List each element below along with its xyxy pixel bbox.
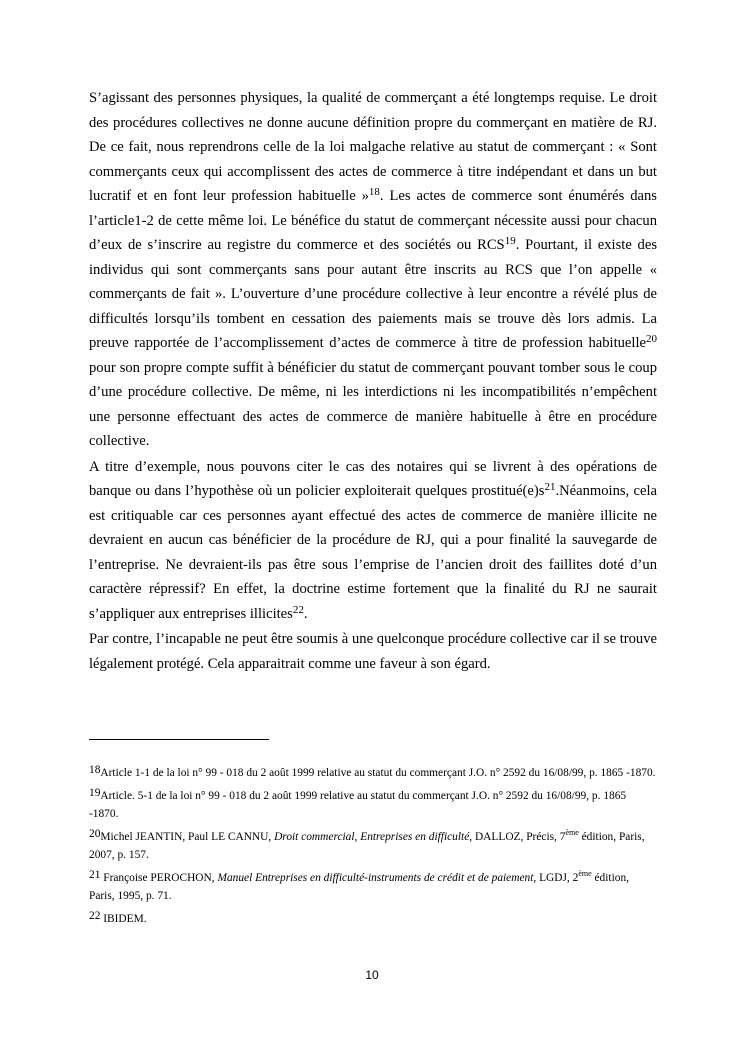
paragraph-3: Par contre, l’incapable ne peut être soumis à une quelconque procédure collective car il se trouve légalement protégé. Cela apparaitrait comme une faveur à son égard. bbox=[89, 631, 657, 672]
footnote-number: 22 bbox=[89, 910, 101, 922]
footnote-title: Manuel Entreprises en difficulté-instruments de crédit et de paiement bbox=[217, 872, 534, 884]
footnote-ref-19[interactable]: 19 bbox=[504, 235, 516, 247]
paragraph-1 bbox=[89, 86, 657, 454]
footnote-details: édition, Paris, 2007, p. 157. bbox=[89, 831, 645, 861]
paragraph-2-text-c: . bbox=[303, 605, 308, 622]
footnote-text: Article 1-1 de la loi n° 99 - 018 du 2 août 1999 relative au statut du commerçant J.O. n° 2592 du 16/08/99, p. 1865 -1870. bbox=[100, 767, 656, 779]
paragraph-2-text-b: .Néanmoins, cela est critiquable car ces personnes ayant effectué des actes de commerce de manière illicite ne devraient en aucun cas bénéficier de la procédure de RJ, qui a pour finalité la sauvegarde de l’entreprise. Ne devraient-ils pas être sous l’emprise de l’ancien droit des faillites doté d’un caractère répressif? En effet, la doctrine estime fortement que la finalité du RJ ne saurait s’appliquer aux entreprises illicites bbox=[89, 483, 658, 622]
footnote-text: Article. 5-1 de la loi n° 99 - 018 du 2 août 1999 relative au statut du commerçant J.O. n° 2592 du 16/08/99, p. 1865 -1870. bbox=[89, 790, 627, 820]
paragraph-2-text-a: A titre d’exemple, nous pouvons citer le cas des notaires qui se livrent à des opérations de banque ou dans l’hypothèse où un policier exploiterait quelques prostitué(e)s bbox=[89, 458, 657, 499]
paragraph-1-text-a: S’agissant des personnes physiques, la qualité de commerçant a été longtemps requise. Le droit des procédures collectives ne donne aucune définition propre du commerçant en matière de RJ. De ce fait, nous reprendrons celle de la loi malgache relative au statut de commerçant : « Sont commerçants ceux qui accomplissent des actes de commerce à titre indépendant et dans un but lucratif et en font leur profession habituelle » bbox=[89, 90, 657, 204]
footnote-text: IBIDEM. bbox=[100, 913, 147, 925]
paragraph-1-text-d: pour son propre compte suffit à bénéficier du statut de commerçant pouvant tomber sous le coup d’une procédure collective. De même, ni les interdictions ni les incompatibilités n’empêchent une personne effectuant des actes de commerce de manière habituelle à être en procédure collective. bbox=[89, 359, 657, 449]
paragraph-1-text-c: . Pourtant, il existe des individus qui sont commerçants sans pour autant être inscrits au RCS que l’on appelle « commerçants de fait ». L’ouverture d’une procédure collective à leur encontre a révélé plus de difficultés lorsqu’ils tombent en cessation des paiements mais se trouve dès lors admis. La preuve rapportée de l’accomplissement d’actes de commerce à titre de profession habituelle bbox=[89, 237, 657, 351]
footnotes bbox=[89, 764, 657, 933]
footnote-publisher: , DALLOZ, Précis, 7 bbox=[469, 831, 566, 843]
footnote-edition-suffix: ème bbox=[578, 869, 592, 878]
paragraph-2 bbox=[89, 455, 657, 627]
footnote-ref-21[interactable]: 21 bbox=[544, 481, 556, 493]
footnote-number: 20 bbox=[89, 828, 101, 840]
paragraph-1-text-b: . Les actes de commerce sont énumérés dans l’article1-2 de cette même loi. Le bénéfice du statut de commerçant nécessite aussi pour chacun d’eux de s’inscrire au registre du commerce et des sociétés ou RCS bbox=[89, 188, 657, 253]
footnote-details: édition, Paris, 1995, p. 71. bbox=[89, 872, 629, 902]
footnote-ref-22[interactable]: 22 bbox=[292, 603, 304, 616]
footnote-20 bbox=[89, 828, 657, 864]
footnote-publisher: , LGDJ, 2 bbox=[533, 872, 579, 884]
footnote-21 bbox=[89, 869, 657, 905]
footnote-ref-20[interactable]: 20 bbox=[646, 333, 657, 345]
page-number: 10 bbox=[365, 968, 379, 982]
footnote-number: 18 bbox=[89, 764, 101, 776]
footnote-author: Françoise PEROCHON, bbox=[100, 872, 218, 884]
footnote-edition-suffix: ème bbox=[565, 828, 579, 837]
body-text bbox=[89, 86, 657, 677]
footnote-author: Michel JEANTIN, Paul LE CANNU, bbox=[100, 831, 275, 843]
footnote-separator bbox=[89, 739, 269, 740]
footnote-22 bbox=[89, 910, 657, 928]
footnote-number: 21 bbox=[89, 869, 101, 881]
footnote-number: 19 bbox=[89, 787, 101, 799]
footnote-19 bbox=[89, 787, 657, 823]
footnote-18 bbox=[89, 764, 657, 782]
footnote-ref-18[interactable]: 18 bbox=[368, 186, 380, 198]
footnote-title: Droit commercial, Entreprises en difficulté bbox=[274, 831, 470, 843]
